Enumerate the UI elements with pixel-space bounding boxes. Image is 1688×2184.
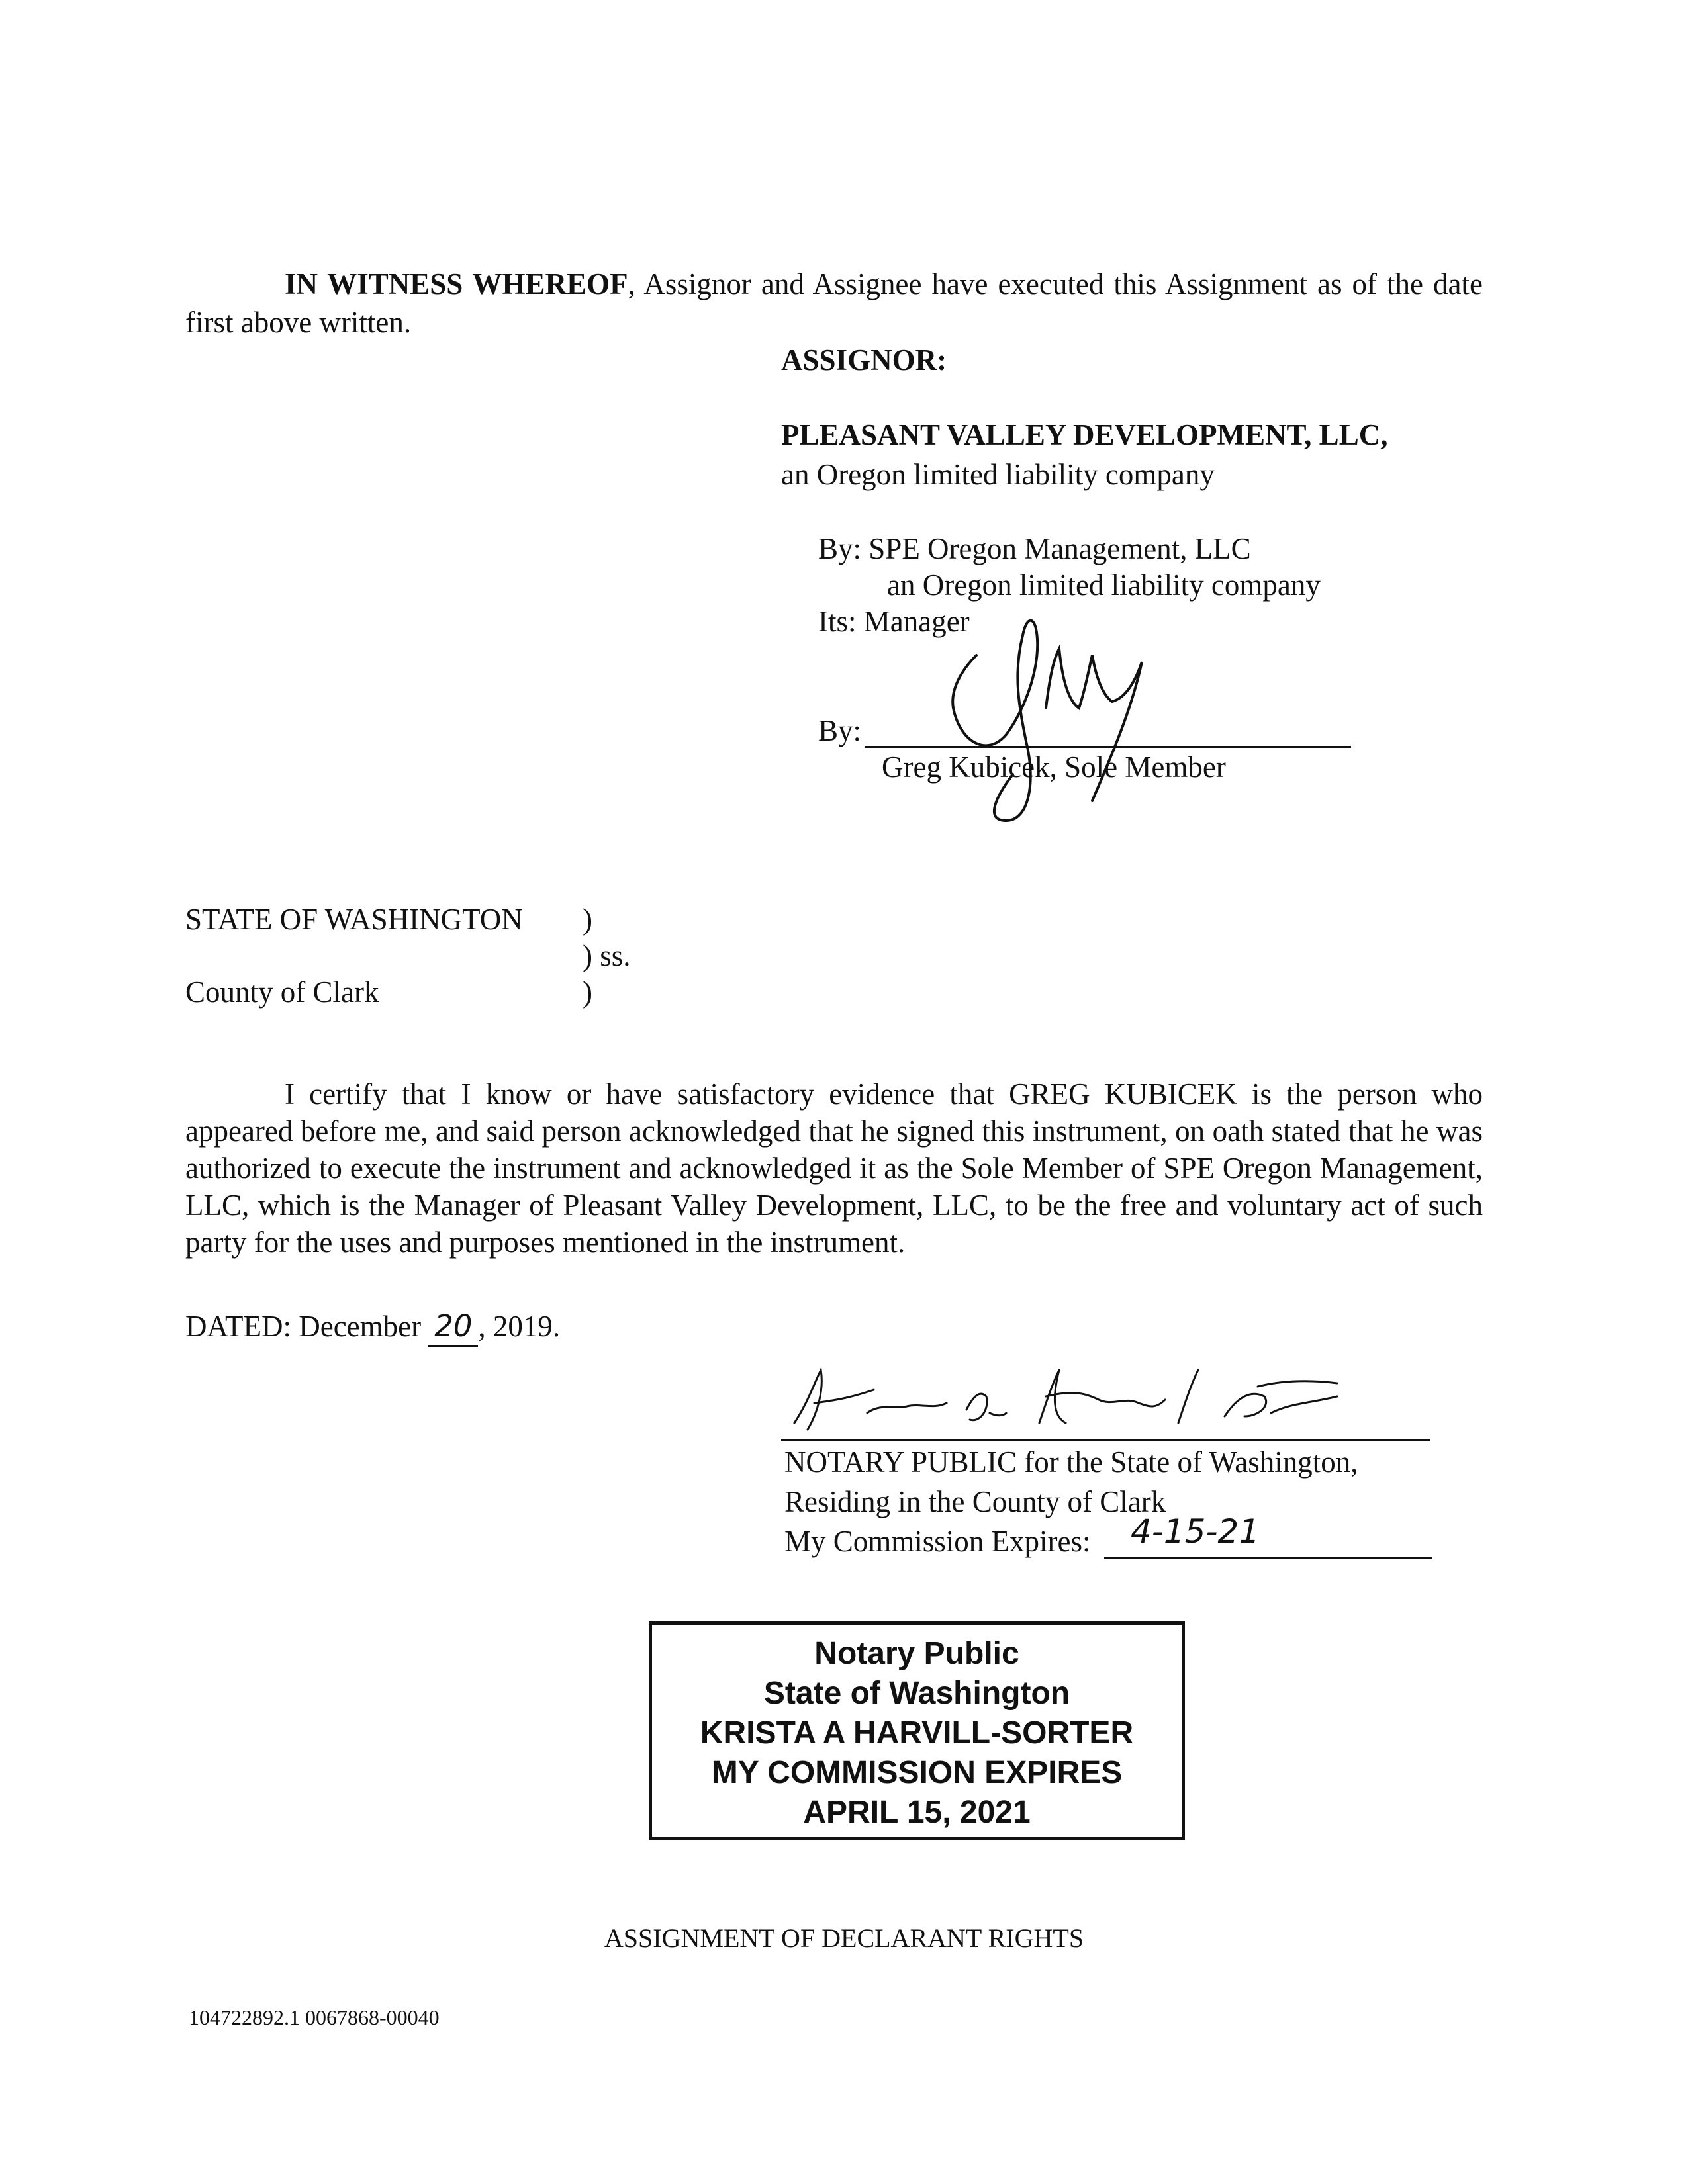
dated-line bbox=[185, 1307, 560, 1347]
stamp-line-5: APRIL 15, 2021 bbox=[803, 1795, 1031, 1830]
witness-clause bbox=[185, 265, 1483, 341]
stamp-line-4: MY COMMISSION EXPIRES bbox=[711, 1755, 1123, 1790]
assignor-company-desc: an Oregon limited liability company bbox=[781, 458, 1215, 491]
stamp-line-2: State of Washington bbox=[763, 1676, 1070, 1711]
stamp-line-1: Notary Public bbox=[814, 1636, 1019, 1671]
dated-prefix: DATED: December bbox=[185, 1310, 422, 1343]
venue-paren-1: ) bbox=[583, 903, 592, 936]
witness-text: , Assignor and Assignee have executed this Assignment as of the date first above written. bbox=[185, 267, 1483, 339]
dated-day: 20 bbox=[428, 1307, 478, 1347]
assignor-by-line: By: SPE Oregon Management, LLC bbox=[818, 532, 1251, 565]
witness-lead: IN WITNESS WHEREOF bbox=[285, 267, 628, 300]
notary-stamp bbox=[649, 1621, 1185, 1840]
assignor-signature bbox=[914, 609, 1165, 827]
stamp-line-3: KRISTA A HARVILL-SORTER bbox=[700, 1715, 1134, 1751]
notary-expires-label: My Commission Expires: bbox=[784, 1525, 1091, 1558]
venue-state: STATE OF WASHINGTON bbox=[185, 903, 523, 936]
notary-signature-line bbox=[781, 1439, 1430, 1441]
assignor-its: Its: Manager bbox=[818, 605, 970, 638]
notary-line-2: Residing in the County of Clark bbox=[784, 1485, 1166, 1518]
signature-by-label: By: bbox=[818, 714, 862, 747]
assignor-heading: ASSIGNOR: bbox=[781, 343, 947, 377]
notary-signature bbox=[768, 1350, 1364, 1449]
signer-name: Greg Kubicek, Sole Member bbox=[882, 751, 1226, 784]
venue-ss: ) ss. bbox=[583, 939, 631, 972]
certification-paragraph bbox=[185, 1075, 1483, 1261]
dated-suffix: , 2019. bbox=[478, 1310, 561, 1343]
notary-line-1: NOTARY PUBLIC for the State of Washington, bbox=[784, 1445, 1358, 1479]
document-number: 104722892.1 0067868-00040 bbox=[189, 2005, 440, 2029]
assignor-company: PLEASANT VALLEY DEVELOPMENT, LLC, bbox=[781, 418, 1388, 451]
venue-paren-2: ) bbox=[583, 976, 592, 1009]
notary-expires-value: 4-15-21 bbox=[1131, 1512, 1260, 1551]
certification-text: I certify that I know or have satisfactory evidence that GREG KUBICEK is the person who appeared before me, and said person acknowledged that he signed this instrument, on oath stated that he was authorized to execute the instrument and acknowledged it as the Sole Member of SPE Oregon Management, LLC, which is the Manager of Pleasant Valley Development, LLC, to be the free and voluntary act of such party for the uses and purposes mentioned in the instrument. bbox=[185, 1077, 1483, 1259]
assignor-by-desc: an Oregon limited liability company bbox=[887, 569, 1321, 602]
document-footer-title: ASSIGNMENT OF DECLARANT RIGHTS bbox=[604, 1923, 1084, 1953]
venue-county: County of Clark bbox=[185, 976, 379, 1009]
notary-expires-field bbox=[1104, 1512, 1432, 1559]
